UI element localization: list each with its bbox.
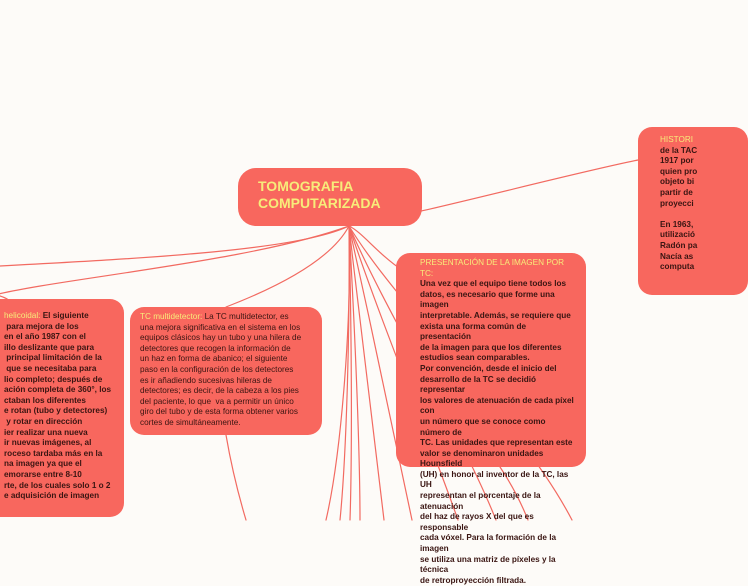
topic-text: La TC multidetector, es una mejora significativa en el sistema en los equipos clásicos hay un tubo y una hilera de detectores que recogen la información de un haz en forma de abanico; el siguiente paso en la configuración de los detectores es ir añadiendo sucesivas hileras de detectores; es decir, de la cabeza a los pies del paciente, lo que va a permitir un único giro del tubo y de esta forma obtener varios cortes de simultáneamente. (140, 312, 302, 427)
topic-title: PRESENTACIÓN DE LA IMAGEN POR TC: (420, 258, 565, 278)
connector-central-to-helicoidal (0, 226, 349, 304)
topic-text: El siguiente para mejora de los en el año 1987 con el illo deslizante que para principal limitación de la que se necesitaba para lio completo; después de ación completa de 360°, los ctaban los diferentes e rotan (tubo y detectores) y rotar en dirección ier realizar una nueva ir nuevas imágenes, al roceso tardaba más en la na imagen ya que el emorarse entre 8-10 rte, de los cuales solo 1 o 2 e adquisición de imagen (4, 311, 112, 501)
topic-text: Una vez que el equipo tiene todos los datos, es necesario que forme una imagen interpretable. Además, se requiere que exista una forma común de presentación de la imagen para que los diferentes estudios sean comparables. Por convención, desde el inicio del desarrollo de la TC se decidió representar los valores de atenuación de cada píxel con un número que se conoce como número de TC. Las unidades que representan este valor se denominaron unidades Hounsfield (UH) en honor al inventor de la TC, las UH representan el porcentaje de la atenuación del haz de rayos X del que es responsable cada vóxel. Para la formación de la imagen se utiliza una matriz de píxeles y la técnica de retroproyección filtrada. (420, 279, 574, 585)
topic-text: de la TAC 1917 por quien pro objeto bi partir de proyecci En 1963, utilizació Radón pa Nacía as computa (660, 145, 698, 272)
connector-down-1 (326, 226, 349, 520)
connector-central-to-left-branch (0, 226, 349, 266)
connector-down-5 (349, 226, 384, 520)
topic-title: helicoidal: (4, 311, 41, 320)
central-topic-title: TOMOGRAFIA COMPUTARIZADA (258, 178, 381, 211)
connector-central-to-multidetector (226, 226, 349, 307)
central-topic[interactable] (238, 168, 422, 226)
connector-multidetector-down (226, 435, 246, 520)
topic-title: TC multidetector: (140, 312, 203, 321)
topic-title: HISTORI (660, 135, 694, 144)
topic-historia[interactable] (638, 127, 748, 295)
topic-presentacion-imagen[interactable] (396, 253, 586, 585)
topic-tc-multidetector[interactable] (130, 307, 322, 435)
topic-tc-helicoidal[interactable] (0, 299, 124, 517)
